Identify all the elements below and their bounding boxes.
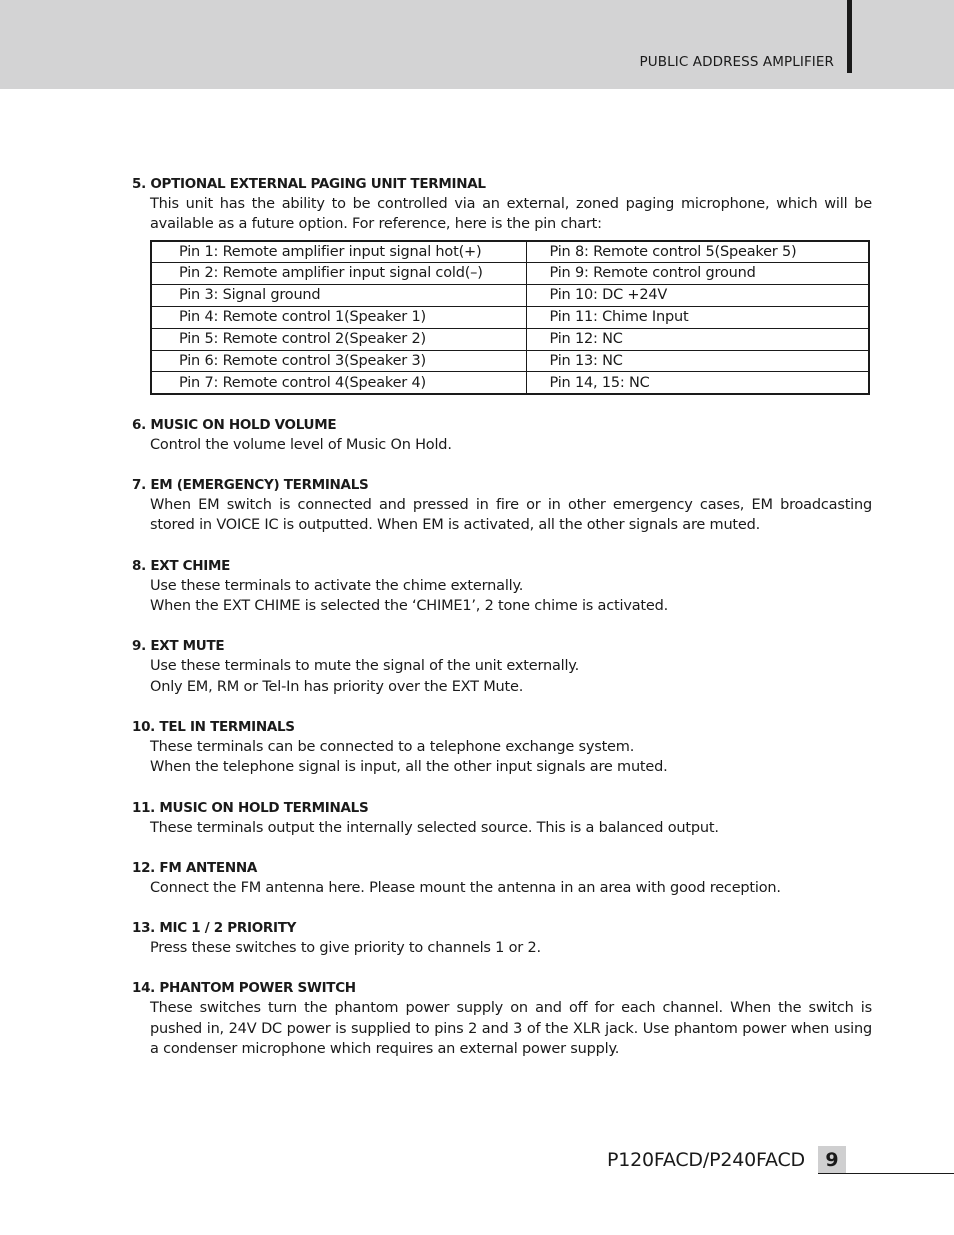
pin-chart-table	[150, 240, 870, 395]
footer-rule	[818, 1173, 954, 1174]
section-text: These switches turn the phantom power supply on and off for each channel. When the switch is pushed in, 24V DC power is supplied to pins 2 and 3 of the XLR jack. Use phantom power when using a condenser microphone which requires an external power supply.	[150, 1000, 872, 1057]
table-cell: Pin 3: Signal ground	[151, 284, 526, 306]
section-body	[150, 194, 872, 235]
footer-model-name: P120FACD/P240FACD	[607, 1149, 805, 1171]
header-band	[0, 0, 954, 89]
section-line: When the telephone signal is input, all the other input signals are muted.	[150, 759, 668, 776]
table-row	[151, 241, 869, 263]
section-tel-in-terminals	[132, 717, 872, 778]
table-cell: Pin 9: Remote control ground	[526, 262, 869, 284]
section-heading: 11. MUSIC ON HOLD TERMINALS	[132, 799, 369, 816]
table-cell: Pin 7: Remote control 4(Speaker 4)	[151, 372, 526, 394]
page-content	[132, 174, 872, 1079]
section-line: Control the volume level of Music On Hold.	[150, 436, 452, 453]
table-cell: Pin 14, 15: NC	[526, 372, 869, 394]
section-body	[150, 576, 872, 617]
section-ext-chime	[132, 556, 872, 617]
table-row	[151, 372, 869, 394]
table-cell: Pin 6: Remote control 3(Speaker 3)	[151, 350, 526, 372]
table-row	[151, 262, 869, 284]
table-cell: Pin 11: Chime Input	[526, 306, 869, 328]
section-line: Use these terminals to mute the signal of the unit externally.	[150, 658, 580, 675]
section-body	[150, 737, 872, 778]
section-heading: 6. MUSIC ON HOLD VOLUME	[132, 416, 337, 433]
section-fm-antenna	[132, 858, 872, 898]
section-heading: 14. PHANTOM POWER SWITCH	[132, 980, 356, 997]
section-line: When the EXT CHIME is selected the ‘CHIME1’, 2 tone chime is activated.	[150, 598, 669, 615]
section-line: Press these switches to give priority to channels 1 or 2.	[150, 940, 541, 957]
table-cell: Pin 10: DC +24V	[526, 284, 869, 306]
page-number-box	[818, 1146, 846, 1174]
table-cell: Pin 1: Remote amplifier input signal hot(+)	[151, 241, 526, 263]
table-cell: Pin 5: Remote control 2(Speaker 2)	[151, 328, 526, 350]
page-number: 9	[825, 1149, 839, 1171]
section-heading: 12. FM ANTENNA	[132, 859, 257, 876]
section-paging-unit	[132, 174, 872, 395]
section-music-on-hold-volume	[132, 415, 872, 455]
section-heading: 13. MIC 1 / 2 PRIORITY	[132, 920, 297, 937]
section-line: Use these terminals to activate the chime externally.	[150, 577, 524, 594]
section-ext-mute	[132, 636, 872, 697]
section-body	[150, 495, 872, 536]
section-phantom-power	[132, 978, 872, 1059]
section-heading: 5. OPTIONAL EXTERNAL PAGING UNIT TERMINAL	[132, 176, 486, 192]
section-body	[150, 938, 872, 958]
section-mic-priority	[132, 918, 872, 958]
section-line: Connect the FM antenna here. Please mount the antenna in an area with good reception.	[150, 879, 781, 896]
section-heading: 9. EXT MUTE	[132, 638, 225, 655]
table-row	[151, 350, 869, 372]
table-row	[151, 306, 869, 328]
table-cell: Pin 8: Remote control 5(Speaker 5)	[526, 241, 869, 263]
section-body	[150, 818, 872, 838]
table-cell: Pin 12: NC	[526, 328, 869, 350]
section-line: These terminals can be connected to a telephone exchange system.	[150, 738, 635, 755]
section-heading: 10. TEL IN TERMINALS	[132, 718, 295, 735]
section-heading: 7. EM (EMERGENCY) TERMINALS	[132, 477, 369, 494]
section-body	[150, 435, 872, 455]
section-music-on-hold-terminals	[132, 798, 872, 838]
header-title: PUBLIC ADDRESS AMPLIFIER	[639, 54, 834, 70]
table-cell: Pin 13: NC	[526, 350, 869, 372]
table-cell: Pin 2: Remote amplifier input signal cold(–)	[151, 262, 526, 284]
table-row	[151, 284, 869, 306]
section-body	[150, 998, 872, 1059]
section-body	[150, 878, 872, 898]
section-em-terminals	[132, 475, 872, 536]
section-text: When EM switch is connected and pressed in fire or in other emergency cases, EM broadcasting stored in VOICE IC is outputted. When EM is activated, all the other signals are muted.	[150, 497, 872, 534]
table-cell: Pin 4: Remote control 1(Speaker 1)	[151, 306, 526, 328]
section-body	[150, 656, 872, 697]
section-heading: 8. EXT CHIME	[132, 557, 231, 574]
table-row	[151, 328, 869, 350]
section-line: Only EM, RM or Tel-In has priority over the EXT Mute.	[150, 678, 524, 695]
section-text: This unit has the ability to be controlled via an external, zoned paging microphone, which will be available as a future option. For reference, here is the pin chart:	[150, 196, 872, 233]
section-line: These terminals output the internally selected source. This is a balanced output.	[150, 819, 719, 836]
header-accent-bar	[847, 0, 852, 73]
